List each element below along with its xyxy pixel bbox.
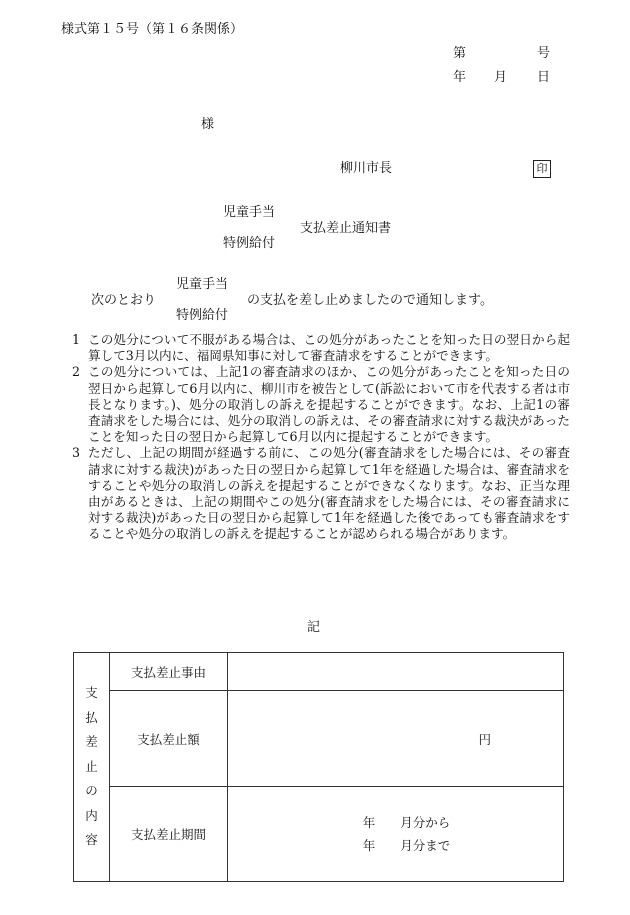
lead-option-1: 児童手当 bbox=[176, 277, 229, 292]
title-text: 支払差止通知書 bbox=[300, 221, 392, 236]
note-text: この処分について不服がある場合は、この処分があったことを知った日の翌日から起算して3月以内に、福岡県知事に対して審査請求をすることができます。 bbox=[88, 332, 570, 364]
reason-label: 支払差止事由 bbox=[110, 653, 228, 691]
period-label: 支払差止期間 bbox=[110, 787, 228, 882]
date-month: 月 bbox=[494, 70, 508, 85]
amount-label: 支払差止額 bbox=[110, 691, 228, 787]
date-day: 日 bbox=[537, 70, 551, 85]
amount-unit: 円 bbox=[478, 731, 491, 747]
side-label: 支 払 差 止 の 内 容 bbox=[74, 653, 110, 882]
period-value bbox=[228, 787, 564, 882]
note-number: 1 bbox=[72, 332, 81, 347]
lead-prefix: 次のとおり bbox=[91, 293, 157, 308]
lead-suffix: の支払を差し止めましたので通知します。 bbox=[247, 293, 493, 308]
ki-heading: 記 bbox=[307, 620, 321, 635]
notes-list bbox=[70, 332, 570, 543]
note-item bbox=[70, 332, 570, 364]
details-table bbox=[73, 652, 564, 882]
date-year: 年 bbox=[453, 70, 467, 85]
note-text: ただし、上記の期間が経過する前に、この処分(審査請求をした場合には、その審査請求に対する裁決)があった日の翌日から起算して1年を経過した場合は、審査請求をすることや処分の取消しの訴えを提起することができなくなります。なお、正当な理由があるときは、上記の期間やこの処分(審査請求をした場合には、その審査請求に対する裁決)があった日の翌日から起算して1年を経過した後であっても審査請求をすることや処分の取消しの訴えを提起することが認められる場合があります。 bbox=[88, 445, 570, 542]
period-to: 年 月分まで bbox=[362, 838, 451, 853]
note-text: この処分については、上記1の審査請求のほか、この処分があったことを知った日の翌日から起算して6月以内に、柳川市を被告として(訴訟において市を代表する者は市長となります。)、処分の取消しの訴えを提起することができます。なお、上記1の審査請求をした場合には、処分の取消しの訴えは、その審査請求に対する裁決があったことを知った日の翌日から起算して6月以内に提起することができます。 bbox=[88, 364, 570, 445]
seal-mark: 印 bbox=[533, 160, 551, 178]
period-from: 年 月分から bbox=[362, 815, 451, 830]
note-item bbox=[70, 445, 570, 542]
number-prefix: 第 bbox=[453, 46, 467, 61]
note-number: 2 bbox=[72, 364, 81, 380]
reason-value bbox=[228, 653, 564, 691]
amount-value bbox=[228, 691, 564, 787]
note-number: 3 bbox=[72, 445, 81, 461]
sender-name: 柳川市長 bbox=[340, 161, 393, 176]
lead-option-2: 特例給付 bbox=[176, 308, 229, 323]
note-item bbox=[70, 364, 570, 445]
addressee-honorific: 様 bbox=[201, 117, 215, 132]
title-option-1: 児童手当 bbox=[223, 205, 276, 220]
number-suffix: 号 bbox=[537, 46, 551, 61]
form-number: 様式第１５号（第１６条関係） bbox=[61, 22, 244, 37]
title-option-2: 特例給付 bbox=[223, 236, 276, 251]
